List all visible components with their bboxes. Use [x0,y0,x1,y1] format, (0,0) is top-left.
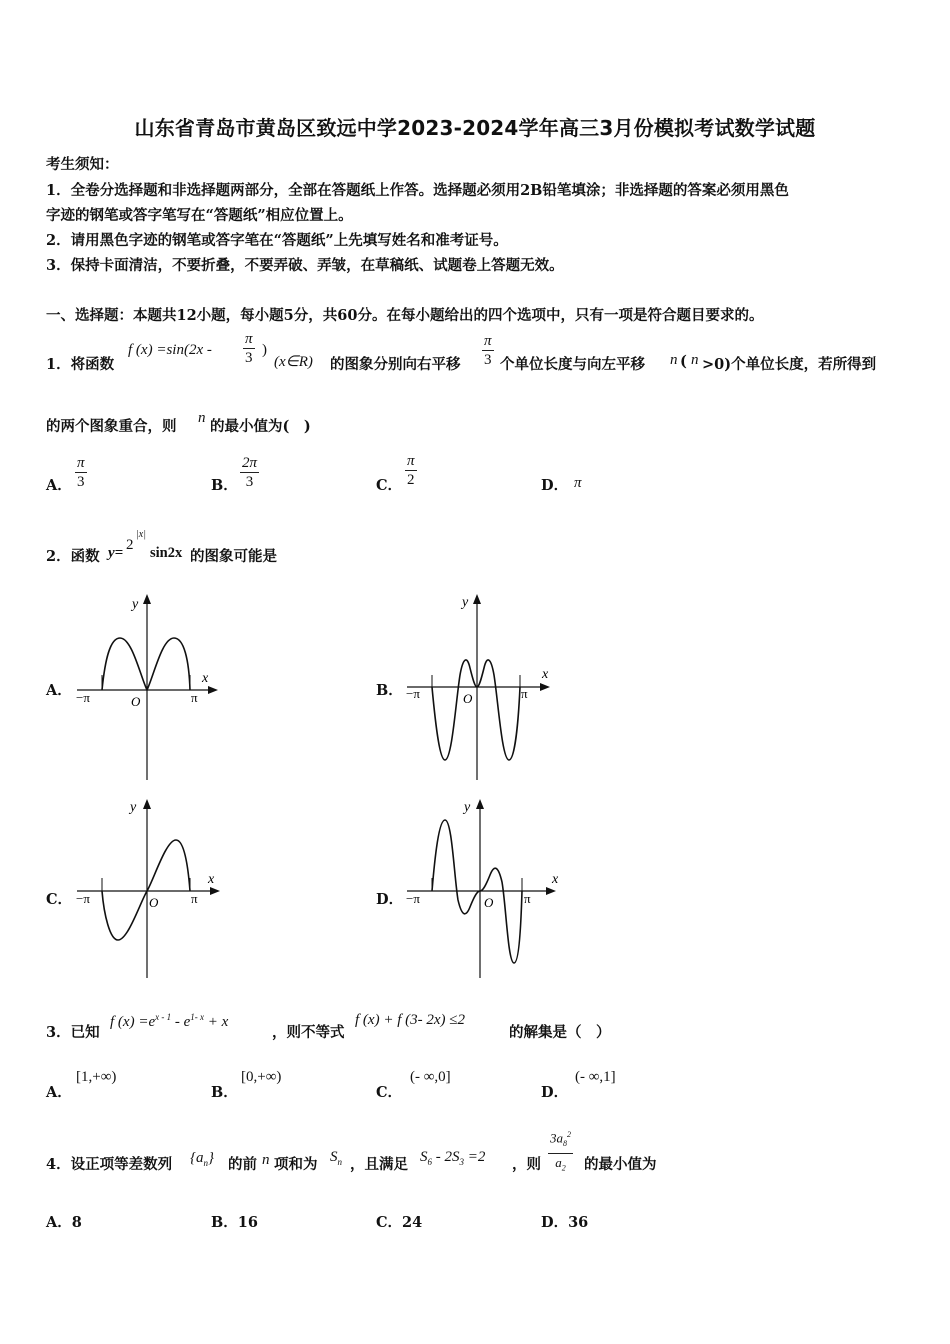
q4-mid2: 项和为 [274,1156,318,1173]
origin-label: O [463,691,473,706]
q2-option-c[interactable]: C． [46,891,73,908]
q1-option-a-value: $\frac{\pi}{3}$ [77,455,85,490]
q1-option-c-value: $\frac{\pi}{2}$ [407,453,415,488]
neg-pi-label: −π [406,686,420,701]
q2-graph-d [402,795,567,985]
q1-cond-rest: >0)个单位长度，若所得到 [702,356,877,373]
q2-option-a[interactable]: A． [46,682,72,699]
q2-sin: sin2x [150,545,183,561]
q3-tail: 的解集是（ ） [509,1024,611,1041]
neg-pi-label: −π [76,690,90,705]
x-axis-arrow [546,887,556,895]
q3-option-c[interactable]: C． [376,1084,403,1101]
q4-option-a[interactable]: A．8 [46,1214,82,1231]
origin-label: O [131,694,141,709]
q3-option-d-value: (- ∞,1] [575,1069,616,1085]
q3-option-b[interactable]: B． [211,1084,238,1101]
origin-label: O [484,895,494,910]
x-label: x [552,872,559,887]
curve-b [432,660,520,760]
pi-label: π [191,690,198,705]
q2-exponent: |x| [136,529,146,540]
curve-a [102,638,190,690]
q4-equation: $S_6 - 2S_3 =2$ [420,1149,486,1167]
q2-base: 2 [126,537,134,553]
q4-tail: 的最小值为 [584,1156,657,1173]
x-label: x [208,872,215,887]
q1-line2a: 的两个图象重合，则 [46,418,177,435]
notice-heading: 考生须知： [46,156,119,173]
q1-cond-n: n [691,352,699,368]
q4-prefix: 4．设正项等差数列 [46,1156,173,1173]
y-label: y [130,800,137,815]
q2-option-d[interactable]: D． [376,891,404,908]
q2-tail: 的图象可能是 [190,548,277,565]
y-label: y [132,597,139,612]
q3-prefix: 3．已知 [46,1024,100,1041]
q3-option-d[interactable]: D． [541,1084,569,1101]
q4-mid3: ，且满足 [350,1156,408,1173]
notice-line-1a: 1．全卷分选择题和非选择题两部分，全部在答题纸上作答。选择题必须用2B铅笔填涂；非选择题的答案必须用黑色 [46,182,789,199]
y-axis-arrow [473,594,481,604]
q1-option-b[interactable]: B． [211,477,238,494]
q1-prefix: 1．将函数 [46,356,115,373]
x-label: x [542,667,549,682]
q1-function: f (x) =sin(2x - [128,342,212,358]
q3-inequality: f (x) + f (3- 2x) ≤2 [355,1012,465,1028]
curve-c [102,840,190,940]
q4-sequence: $\{a_n\}$ [190,1150,214,1168]
q1-cond-open: ( [680,353,687,370]
q4-option-b[interactable]: B．16 [211,1214,258,1231]
pi-label: π [524,891,531,906]
q4-fraction: $\frac{3a_8^2}{a_2}$ [548,1126,573,1178]
q4-mid1: 的前 [228,1156,257,1173]
x-axis-arrow [210,887,220,895]
notice-line-3: 3．保持卡面清洁，不要折叠，不要弄破、弄皱，在草稿纸、试题卷上答题无效。 [46,257,564,274]
q4-sum: $S_n$ [330,1149,342,1167]
origin-label: O [149,895,159,910]
q1-option-d[interactable]: D． [541,477,569,494]
q4-option-d[interactable]: D．36 [541,1214,589,1231]
q3-option-c-value: (- ∞,0] [410,1069,451,1085]
pi-label: π [191,891,198,906]
q1-option-b-value: $\frac{2\pi}{3}$ [242,455,258,490]
q3-func: f $(x) =e^{x - 1} - e^{1- x} + x$ [110,1012,229,1030]
q4-mid4: ，则 [512,1156,541,1173]
q1-n: n [670,352,678,368]
q2-graph-b [402,590,562,785]
q3-option-a-value: [1,+∞) [76,1069,117,1085]
neg-pi-label: −π [406,891,420,906]
q2-graph-a [72,590,232,785]
q4-n: n [262,1152,270,1168]
q1-line2b: 的最小值为( ) [210,418,311,435]
x-label: x [202,671,209,686]
q1-right-shift-fraction: $\frac{\pi}{3}$ [484,333,492,368]
q2-option-b[interactable]: B． [376,682,403,699]
q1-option-d-value: π [574,475,582,491]
q1-text-mid: 的图象分别向右平移 [330,356,461,373]
q2-graph-c [72,795,232,985]
q3-option-a[interactable]: A． [46,1084,72,1101]
page-title: 山东省青岛市黄岛区致远中学2023-2024学年高三3月份模拟考试数学试题 [134,116,816,140]
neg-pi-label: −π [76,891,90,906]
q1-domain: (x∈R) [274,354,313,370]
q3-option-b-value: [0,+∞) [241,1069,282,1085]
q1-shift-fraction: $\frac{\pi}{3}$ [245,331,253,366]
y-label: y [462,595,469,610]
q1-option-a[interactable]: A． [46,477,72,494]
y-axis-arrow [143,594,151,604]
q2-y: y= [108,545,124,561]
notice-line-2: 2．请用黑色字迹的钢笔或答字笔在“答题纸”上先填写姓名和准考证号。 [46,232,508,249]
pi-label: π [521,686,528,701]
x-axis-arrow [208,686,218,694]
q3-mid: ，则不等式 [272,1024,345,1041]
q1-line2-n: n [198,410,206,426]
q1-close-paren: ) [262,342,267,358]
x-axis-arrow [540,683,550,691]
y-axis-arrow [476,799,484,809]
q4-option-c[interactable]: C．24 [376,1214,423,1231]
y-axis-arrow [143,799,151,809]
q2-prefix: 2．函数 [46,548,100,565]
y-label: y [464,800,471,815]
section-heading: 一、选择题：本题共12小题，每小题5分，共60分。在每小题给出的四个选项中，只有一项是符合题目要求的。 [46,307,764,324]
q1-text-mid2: 个单位长度与向左平移 [500,356,645,373]
notice-line-1b: 字迹的钢笔或答字笔写在“答题纸”相应位置上。 [46,207,353,224]
q1-option-c[interactable]: C． [376,477,403,494]
